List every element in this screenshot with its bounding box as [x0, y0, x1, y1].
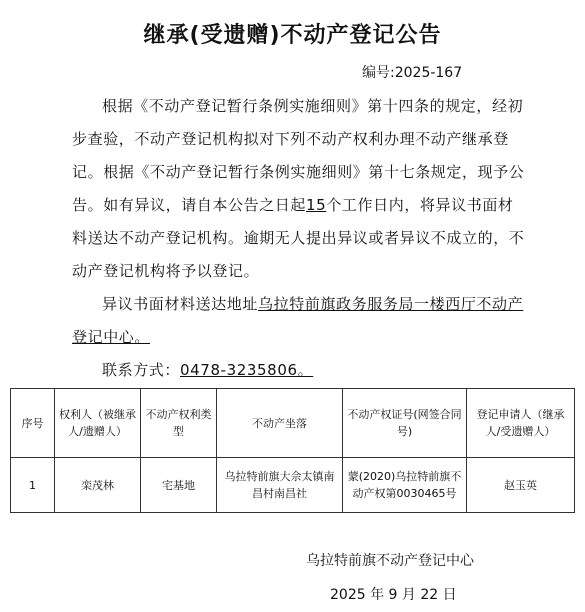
property-table — [10, 388, 575, 513]
header-right-type: 不动产权利类型 — [141, 389, 217, 458]
header-applicant: 登记申请人（继承人/受遗赠人） — [467, 389, 575, 458]
paragraph-legal-basis — [72, 90, 528, 288]
table-header-row — [11, 389, 575, 458]
header-location: 不动产坐落 — [217, 389, 343, 458]
document-number: 编号:2025-167 — [362, 65, 463, 81]
contact-phone: 0478-3235806。 — [180, 361, 314, 379]
address-value: 乌拉特前旗政务服务局一楼西厅不动产登记中心。 — [72, 295, 524, 346]
issuing-organization: 乌拉特前旗不动产登记中心 — [306, 553, 474, 569]
cell-right-holder: 栾茂林 — [55, 458, 141, 513]
document-title: 继承(受遗赠)不动产登记公告 — [143, 23, 442, 48]
header-serial-no: 序号 — [11, 389, 55, 458]
address-label: 异议书面材料送达地址 — [102, 295, 259, 313]
paragraph-text-before-days: 根据《不动产登记暂行条例实施细则》第十四条的规定，经初步查验，不动产登记机构拟对下列不动产权利办理不动产继承登记。根据《不动产登记暂行条例实施细则》第十七条规定，现予公告。如有异议，请自本公告之日起 — [72, 97, 525, 214]
cell-location: 乌拉特前旗大佘太镇南昌村南昌社 — [217, 458, 343, 513]
header-certificate-no: 不动产权证号(网签合同号) — [343, 389, 467, 458]
table-row — [11, 458, 575, 513]
contact-line — [72, 354, 528, 387]
cell-serial-no: 1 — [11, 458, 55, 513]
header-right-holder: 权利人（被继承人/遗赠人） — [55, 389, 141, 458]
objection-days: 15 — [306, 196, 327, 214]
announcement-body — [72, 90, 528, 387]
paragraph-text-after-days: 个工作日内，将异议书面材料送达不动产登记机构。逾期无人提出异议或者异议不成立的，不动产登记机构将予以登记。 — [72, 196, 525, 280]
paragraph-objection-address — [72, 288, 528, 354]
contact-label: 联系方式： — [102, 361, 181, 379]
cell-right-type: 宅基地 — [141, 458, 217, 513]
cell-certificate-no: 蒙(2020)乌拉特前旗不动产权第0030465号 — [343, 458, 467, 513]
cell-applicant: 赵玉英 — [467, 458, 575, 513]
issue-date: 2025 年 9 月 22 日 — [330, 587, 457, 603]
